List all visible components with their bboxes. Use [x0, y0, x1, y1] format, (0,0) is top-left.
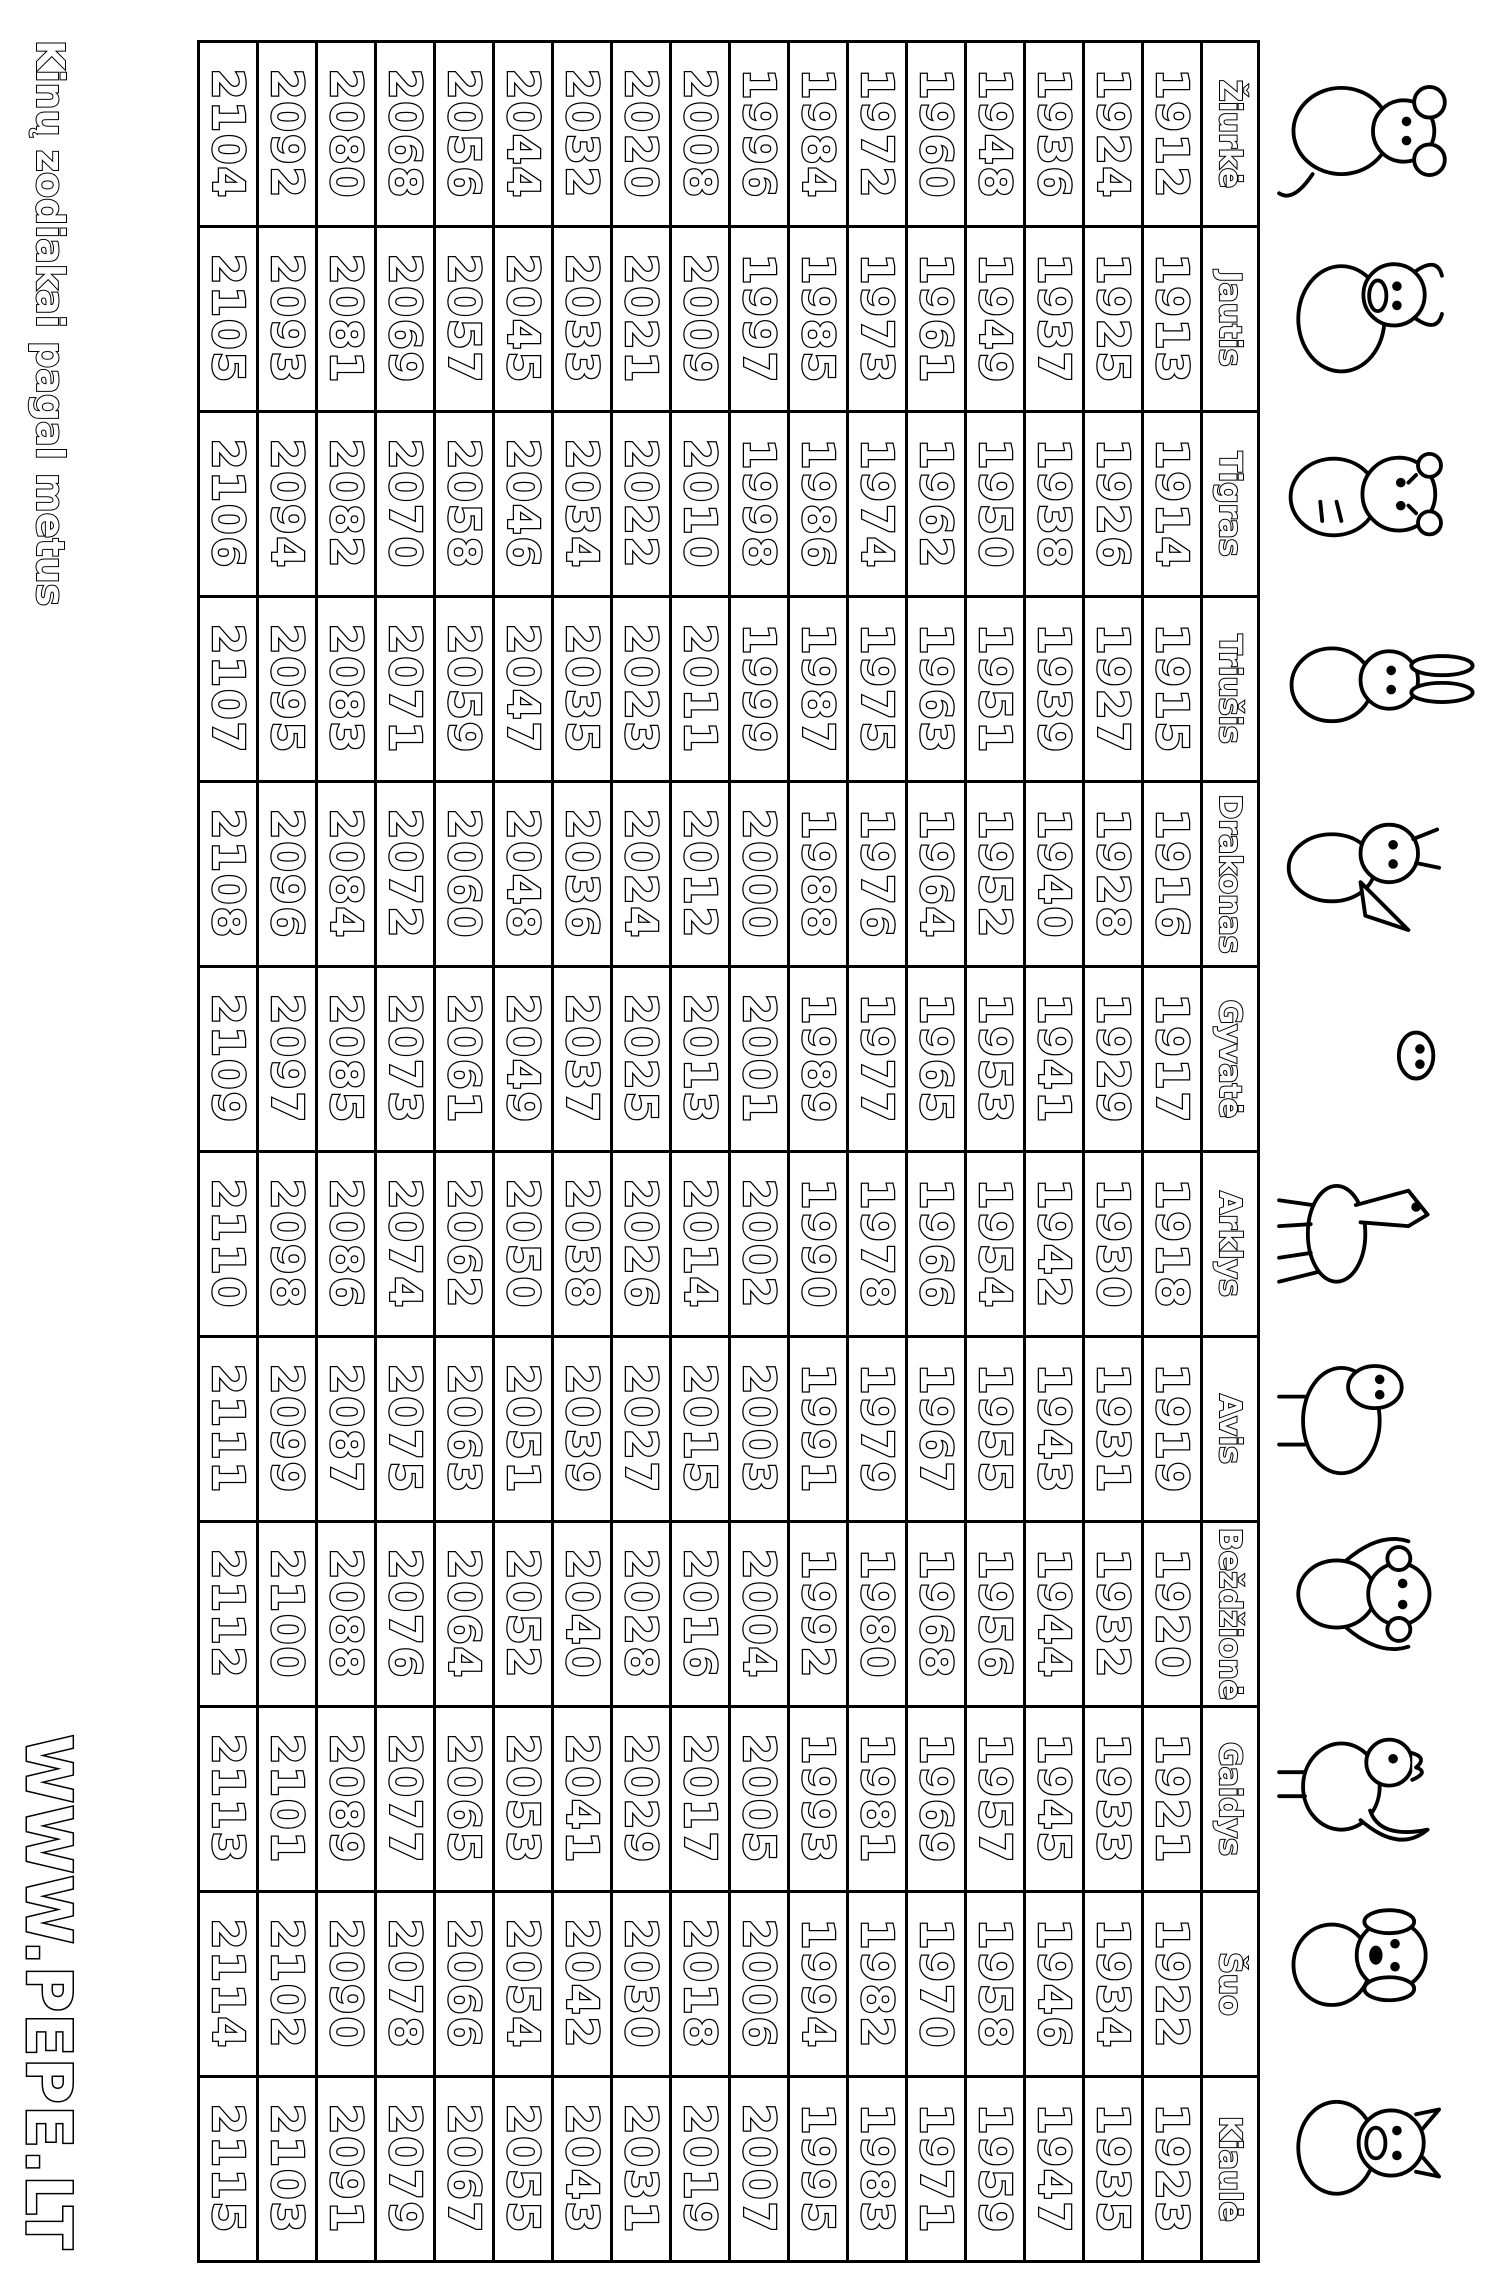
year-cell: 1978: [848, 1152, 907, 1337]
year-cell: 2072: [376, 782, 435, 967]
animal-header: Triušis: [1202, 597, 1259, 782]
year-cell: 2074: [376, 1152, 435, 1337]
year-cell: 2005: [730, 1707, 789, 1892]
table-row: [1025, 42, 1084, 2262]
year-cell: 2022: [612, 412, 671, 597]
animal-header-row: [1202, 42, 1259, 2262]
animal-header: Jautis: [1202, 227, 1259, 412]
year-cell: 2038: [553, 1152, 612, 1337]
year-cell: 1971: [907, 2077, 966, 2262]
year-cell: 2029: [612, 1707, 671, 1892]
year-cell: 1956: [966, 1522, 1025, 1707]
year-cell: 2052: [494, 1522, 553, 1707]
year-cell: 1995: [789, 2077, 848, 2262]
year-cell: 2061: [435, 967, 494, 1152]
year-cell: 2087: [317, 1337, 376, 1522]
table-row: [376, 42, 435, 2262]
year-cell: 1959: [966, 2077, 1025, 2262]
year-cell: 1981: [848, 1707, 907, 1892]
year-cell: 2037: [553, 967, 612, 1152]
year-cell: 2059: [435, 597, 494, 782]
year-cell: 1991: [789, 1337, 848, 1522]
animal-header: Kiaulė: [1202, 2077, 1259, 2262]
year-cell: 2002: [730, 1152, 789, 1337]
table-row: [199, 42, 258, 2262]
year-cell: 2085: [317, 967, 376, 1152]
year-cell: 1942: [1025, 1152, 1084, 1337]
year-cell: 1945: [1025, 1707, 1084, 1892]
year-cell: 1940: [1025, 782, 1084, 967]
snake-icon: [1265, 955, 1480, 1137]
table-row: [1084, 42, 1143, 2262]
table-row: [258, 42, 317, 2262]
year-cell: 1954: [966, 1152, 1025, 1337]
year-cell: 1963: [907, 597, 966, 782]
year-cell: 1925: [1084, 227, 1143, 412]
year-cell: 2024: [612, 782, 671, 967]
year-cell: 1935: [1084, 2077, 1143, 2262]
year-cell: 2025: [612, 967, 671, 1152]
zodiac-years-table: [197, 40, 1260, 2263]
animal-header: Avis: [1202, 1337, 1259, 1522]
year-cell: 2095: [258, 597, 317, 782]
year-cell: 1939: [1025, 597, 1084, 782]
year-cell: 1985: [789, 227, 848, 412]
year-cell: 1983: [848, 2077, 907, 2262]
year-cell: 2113: [199, 1707, 258, 1892]
year-cell: 2016: [671, 1522, 730, 1707]
year-cell: 2079: [376, 2077, 435, 2262]
rabbit-icon: [1265, 589, 1480, 771]
animal-header: Tigras: [1202, 412, 1259, 597]
year-cell: 1968: [907, 1522, 966, 1707]
year-cell: 1976: [848, 782, 907, 967]
year-cell: 1962: [907, 412, 966, 597]
year-cell: 2090: [317, 1892, 376, 2077]
year-cell: 2086: [317, 1152, 376, 1337]
year-cell: 2080: [317, 42, 376, 227]
year-cell: 2003: [730, 1337, 789, 1522]
year-cell: 1961: [907, 227, 966, 412]
site-url: WWW.PEPE.LT: [12, 1734, 85, 2251]
year-cell: 2007: [730, 2077, 789, 2262]
year-cell: 1922: [1143, 1892, 1202, 2077]
horse-icon: [1265, 1138, 1480, 1320]
year-cell: 1992: [789, 1522, 848, 1707]
year-cell: 1915: [1143, 597, 1202, 782]
year-cell: 2040: [553, 1522, 612, 1707]
pig-icon: [1265, 2052, 1480, 2234]
year-cell: 2048: [494, 782, 553, 967]
animal-header: Beždžionė: [1202, 1522, 1259, 1707]
year-cell: 2069: [376, 227, 435, 412]
table-row: [730, 42, 789, 2262]
year-cell: 2017: [671, 1707, 730, 1892]
year-cell: 2050: [494, 1152, 553, 1337]
year-cell: 2101: [258, 1707, 317, 1892]
year-cell: 2013: [671, 967, 730, 1152]
year-cell: 2049: [494, 967, 553, 1152]
year-cell: 2035: [553, 597, 612, 782]
year-cell: 1987: [789, 597, 848, 782]
year-cell: 1926: [1084, 412, 1143, 597]
year-cell: 2114: [199, 1892, 258, 2077]
year-cell: 2034: [553, 412, 612, 597]
year-cell: 2063: [435, 1337, 494, 1522]
animal-header: Arklys: [1202, 1152, 1259, 1337]
year-cell: 2023: [612, 597, 671, 782]
year-cell: 2044: [494, 42, 553, 227]
sheep-icon: [1265, 1320, 1480, 1502]
year-cell: 2108: [199, 782, 258, 967]
year-cell: 2047: [494, 597, 553, 782]
year-cell: 2098: [258, 1152, 317, 1337]
years-table-body: [199, 42, 1202, 2262]
year-cell: 2004: [730, 1522, 789, 1707]
year-cell: 2042: [553, 1892, 612, 2077]
year-cell: 2078: [376, 1892, 435, 2077]
year-cell: 2102: [258, 1892, 317, 2077]
year-cell: 2053: [494, 1707, 553, 1892]
year-cell: 1933: [1084, 1707, 1143, 1892]
table-row: [1143, 42, 1202, 2262]
year-cell: 1938: [1025, 412, 1084, 597]
year-cell: 2064: [435, 1522, 494, 1707]
year-cell: 2066: [435, 1892, 494, 2077]
year-cell: 2021: [612, 227, 671, 412]
year-cell: 1928: [1084, 782, 1143, 967]
table-row: [317, 42, 376, 2262]
year-cell: 1918: [1143, 1152, 1202, 1337]
year-cell: 1919: [1143, 1337, 1202, 1522]
table-row: [612, 42, 671, 2262]
year-cell: 2099: [258, 1337, 317, 1522]
year-cell: 1941: [1025, 967, 1084, 1152]
year-cell: 2000: [730, 782, 789, 967]
year-cell: 1989: [789, 967, 848, 1152]
year-cell: 1975: [848, 597, 907, 782]
year-cell: 2015: [671, 1337, 730, 1522]
year-cell: 1966: [907, 1152, 966, 1337]
year-cell: 2028: [612, 1522, 671, 1707]
year-cell: 2071: [376, 597, 435, 782]
year-cell: 2027: [612, 1337, 671, 1522]
ox-icon: [1265, 223, 1480, 405]
year-cell: 2039: [553, 1337, 612, 1522]
year-cell: 2036: [553, 782, 612, 967]
year-cell: 1990: [789, 1152, 848, 1337]
table-row: [907, 42, 966, 2262]
year-cell: 2088: [317, 1522, 376, 1707]
animal-header: Gaidys: [1202, 1707, 1259, 1892]
dog-icon: [1265, 1869, 1480, 2051]
year-cell: 1977: [848, 967, 907, 1152]
year-cell: 1912: [1143, 42, 1202, 227]
rat-icon: [1265, 40, 1480, 222]
year-cell: 1953: [966, 967, 1025, 1152]
year-cell: 2065: [435, 1707, 494, 1892]
year-cell: 1943: [1025, 1337, 1084, 1522]
year-cell: 2076: [376, 1522, 435, 1707]
year-cell: 1914: [1143, 412, 1202, 597]
year-cell: 1986: [789, 412, 848, 597]
year-cell: 1920: [1143, 1522, 1202, 1707]
year-cell: 1973: [848, 227, 907, 412]
year-cell: 2081: [317, 227, 376, 412]
year-cell: 2054: [494, 1892, 553, 2077]
year-cell: 1997: [730, 227, 789, 412]
monkey-icon: [1265, 1503, 1480, 1685]
year-cell: 2012: [671, 782, 730, 967]
year-cell: 2051: [494, 1337, 553, 1522]
year-cell: 2057: [435, 227, 494, 412]
year-cell: 1969: [907, 1707, 966, 1892]
year-cell: 2104: [199, 42, 258, 227]
year-cell: 1931: [1084, 1337, 1143, 1522]
year-cell: 2070: [376, 412, 435, 597]
animal-header: Žiurkė: [1202, 42, 1259, 227]
year-cell: 2020: [612, 42, 671, 227]
year-cell: 2083: [317, 597, 376, 782]
year-cell: 1957: [966, 1707, 1025, 1892]
table-row: [789, 42, 848, 2262]
year-cell: 2075: [376, 1337, 435, 1522]
year-cell: 2018: [671, 1892, 730, 2077]
year-cell: 1984: [789, 42, 848, 227]
year-cell: 2082: [317, 412, 376, 597]
year-cell: 2019: [671, 2077, 730, 2262]
year-cell: 1993: [789, 1707, 848, 1892]
year-cell: 2062: [435, 1152, 494, 1337]
year-cell: 2100: [258, 1522, 317, 1707]
year-cell: 1970: [907, 1892, 966, 2077]
year-cell: 2056: [435, 42, 494, 227]
year-cell: 2009: [671, 227, 730, 412]
year-cell: 2068: [376, 42, 435, 227]
year-cell: 2001: [730, 967, 789, 1152]
year-cell: 2043: [553, 2077, 612, 2262]
year-cell: 2073: [376, 967, 435, 1152]
year-cell: 1958: [966, 1892, 1025, 2077]
year-cell: 1982: [848, 1892, 907, 2077]
year-cell: 2031: [612, 2077, 671, 2262]
year-cell: 2033: [553, 227, 612, 412]
year-cell: 1972: [848, 42, 907, 227]
year-cell: 1937: [1025, 227, 1084, 412]
year-cell: 1936: [1025, 42, 1084, 227]
year-cell: 2089: [317, 1707, 376, 1892]
year-cell: 2045: [494, 227, 553, 412]
year-cell: 1952: [966, 782, 1025, 967]
animal-header: Šuo: [1202, 1892, 1259, 2077]
year-cell: 2097: [258, 967, 317, 1152]
year-cell: 2103: [258, 2077, 317, 2262]
year-cell: 1923: [1143, 2077, 1202, 2262]
year-cell: 1932: [1084, 1522, 1143, 1707]
table-row: [671, 42, 730, 2262]
year-cell: 2106: [199, 412, 258, 597]
year-cell: 1994: [789, 1892, 848, 2077]
year-cell: 2115: [199, 2077, 258, 2262]
year-cell: 1951: [966, 597, 1025, 782]
year-cell: 2111: [199, 1337, 258, 1522]
year-cell: 1949: [966, 227, 1025, 412]
year-cell: 1927: [1084, 597, 1143, 782]
year-cell: 1965: [907, 967, 966, 1152]
table-row: [848, 42, 907, 2262]
year-cell: 2092: [258, 42, 317, 227]
table-row: [435, 42, 494, 2262]
year-cell: 2032: [553, 42, 612, 227]
year-cell: 1916: [1143, 782, 1202, 967]
tiger-icon: [1265, 406, 1480, 588]
year-cell: 1946: [1025, 1892, 1084, 2077]
year-cell: 2026: [612, 1152, 671, 1337]
year-cell: 2041: [553, 1707, 612, 1892]
year-cell: 1929: [1084, 967, 1143, 1152]
year-cell: 1967: [907, 1337, 966, 1522]
year-cell: 1947: [1025, 2077, 1084, 2262]
animal-header: Drakonas: [1202, 782, 1259, 967]
year-cell: 2008: [671, 42, 730, 227]
year-cell: 2060: [435, 782, 494, 967]
year-cell: 1988: [789, 782, 848, 967]
year-cell: 1964: [907, 782, 966, 967]
year-cell: 2010: [671, 412, 730, 597]
year-cell: 2107: [199, 597, 258, 782]
animal-header: Gyvatė: [1202, 967, 1259, 1152]
year-cell: 2084: [317, 782, 376, 967]
table-row: [966, 42, 1025, 2262]
rooster-icon: [1265, 1686, 1480, 1868]
year-cell: 2105: [199, 227, 258, 412]
year-cell: 2094: [258, 412, 317, 597]
year-cell: 1979: [848, 1337, 907, 1522]
year-cell: 2006: [730, 1892, 789, 2077]
year-cell: 2067: [435, 2077, 494, 2262]
year-cell: 1934: [1084, 1892, 1143, 2077]
year-cell: 1955: [966, 1337, 1025, 1522]
year-cell: 2093: [258, 227, 317, 412]
year-cell: 1950: [966, 412, 1025, 597]
year-cell: 2011: [671, 597, 730, 782]
year-cell: 2110: [199, 1152, 258, 1337]
year-cell: 1996: [730, 42, 789, 227]
year-cell: 1999: [730, 597, 789, 782]
year-cell: 1998: [730, 412, 789, 597]
year-cell: 2030: [612, 1892, 671, 2077]
year-cell: 1917: [1143, 967, 1202, 1152]
year-cell: 1944: [1025, 1522, 1084, 1707]
year-cell: 2046: [494, 412, 553, 597]
year-cell: 2055: [494, 2077, 553, 2262]
year-cell: 2096: [258, 782, 317, 967]
year-cell: 1974: [848, 412, 907, 597]
table-row: [553, 42, 612, 2262]
year-cell: 1924: [1084, 42, 1143, 227]
year-cell: 1913: [1143, 227, 1202, 412]
year-cell: 2014: [671, 1152, 730, 1337]
year-cell: 2091: [317, 2077, 376, 2262]
year-cell: 1930: [1084, 1152, 1143, 1337]
table-row: [494, 42, 553, 2262]
year-cell: 1921: [1143, 1707, 1202, 1892]
year-cell: 2109: [199, 967, 258, 1152]
year-cell: 1980: [848, 1522, 907, 1707]
year-cell: 1960: [907, 42, 966, 227]
year-cell: 2058: [435, 412, 494, 597]
year-cell: 2112: [199, 1522, 258, 1707]
dragon-icon: [1265, 772, 1480, 954]
page-title: Kinų zodiakai pagal metus: [28, 40, 72, 607]
year-cell: 2077: [376, 1707, 435, 1892]
year-cell: 1948: [966, 42, 1025, 227]
animal-illustrations: [1265, 40, 1480, 2235]
